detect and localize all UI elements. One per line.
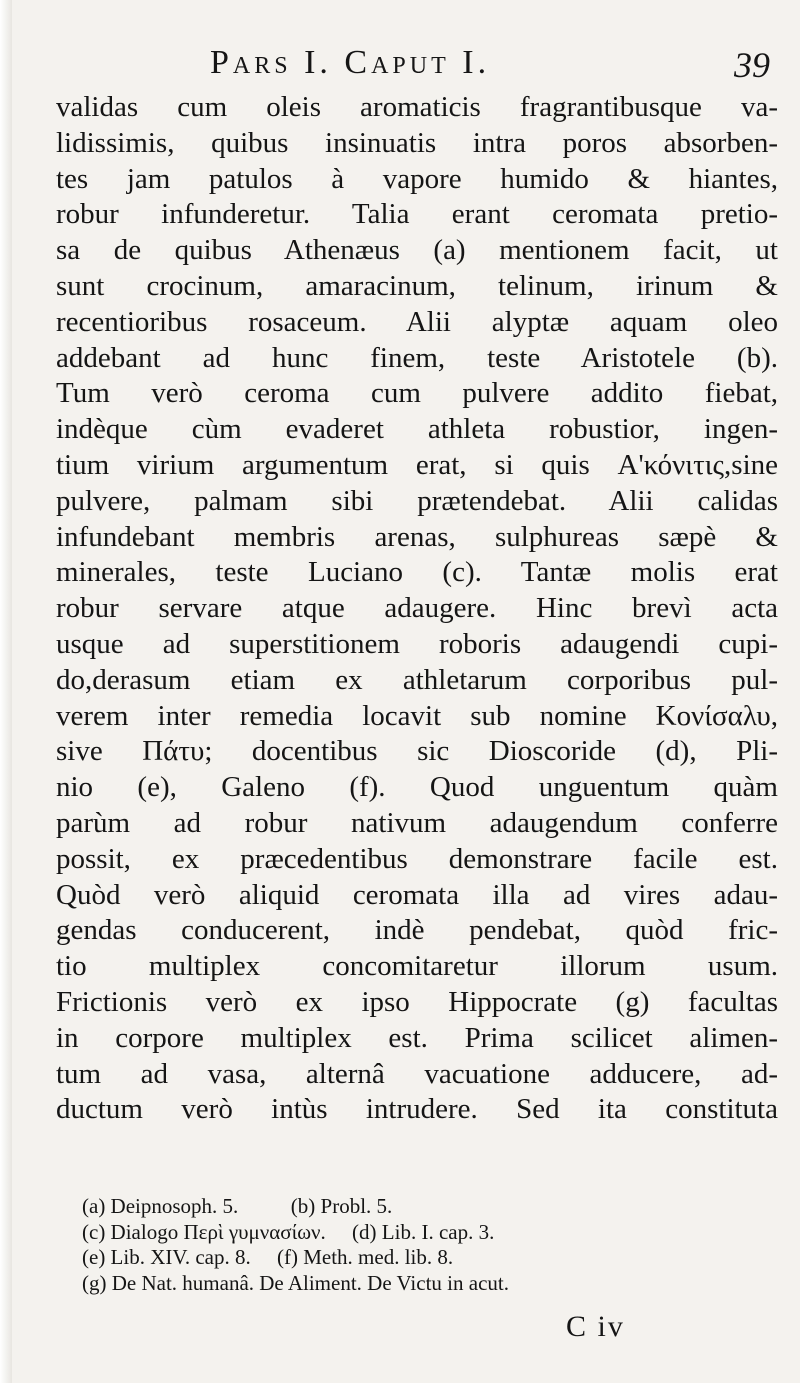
text-line: tium virium argumentum erat, si quis Α'κόνιτις,sine bbox=[56, 448, 778, 481]
text-line: robur servare atque adaugere. Hinc brevì acta bbox=[56, 592, 778, 625]
text-line: robur infunderetur. Talia erant ceromata pretio- bbox=[56, 198, 778, 231]
text-line: lidissimis, quibus insinuatis intra poros absorben- bbox=[56, 126, 778, 159]
page-edge bbox=[0, 0, 12, 1383]
text-line: recentioribus rosaceum. Alii alyptæ aquam oleo bbox=[56, 305, 778, 338]
text-line: verem inter remedia locavit sub nomine Κονίσαλυ, bbox=[56, 699, 778, 732]
text-line: in corpore multiplex est. Prima scilicet alimen- bbox=[56, 1021, 778, 1054]
footnote: (c) Dialogo Περὶ γυμνασίων. (d) Lib. I. cap. 3. bbox=[82, 1219, 495, 1244]
text-line: sive Πάτυ; docentibus sic Dioscoride (d), Pli- bbox=[56, 735, 778, 768]
text-line: ductum verò intùs intrudere. Sed ita constituta bbox=[56, 1093, 778, 1126]
text-line: addebant ad hunc finem, teste Aristotele (b). bbox=[56, 341, 778, 374]
text-line: Tum verò ceroma cum pulvere addito fiebat, bbox=[56, 377, 778, 410]
text-line: tes jam patulos à vapore humido & hiantes, bbox=[56, 162, 778, 195]
page-header bbox=[60, 40, 770, 90]
text-line: sunt crocinum, amaracinum, telinum, irinum & bbox=[56, 269, 778, 302]
text-line: validas cum oleis aromaticis fragrantibusque va- bbox=[56, 91, 778, 123]
text-line: indèque cùm evaderet athleta robustior, ingen- bbox=[56, 413, 778, 446]
text-line: tum ad vasa, alternâ vacuatione adducere, ad- bbox=[56, 1057, 778, 1090]
body-text bbox=[56, 90, 778, 1128]
text-line: nio (e), Galeno (f). Quod unguentum quàm bbox=[56, 771, 778, 804]
text-line: gendas conducerent, indè pendebat, quòd fric- bbox=[56, 914, 778, 947]
text-line: pulvere, palmam sibi prætendebat. Alii calidas bbox=[56, 484, 778, 517]
text-line: Quòd verò aliquid ceromata illa ad vires adau- bbox=[56, 878, 778, 911]
text-line: usque ad superstitionem roboris adaugendi cupi- bbox=[56, 627, 778, 660]
text-line: sa de quibus Athenæus (a) mentionem facit, ut bbox=[56, 234, 778, 267]
text-line: parùm ad robur nativum adaugendum conferre bbox=[56, 806, 778, 839]
footnote: (g) De Nat. humanâ. De Aliment. De Victu in acut. bbox=[82, 1270, 509, 1295]
footnote: (a) Deipnosoph. 5. (b) Probl. 5. bbox=[82, 1194, 393, 1218]
text-line: possit, ex præcedentibus demonstrare facile est. bbox=[56, 842, 778, 875]
footnotes bbox=[82, 1194, 772, 1296]
text-line: infundebant membris arenas, sulphureas sæpè & bbox=[56, 520, 778, 553]
running-head: Pars I. Caput I. bbox=[210, 44, 491, 81]
text-line: minerales, teste Luciano (c). Tantæ molis erat bbox=[56, 556, 778, 589]
footnote: (e) Lib. XIV. cap. 8. (f) Meth. med. lib. 8. bbox=[82, 1245, 454, 1269]
page-number: 39 bbox=[734, 45, 770, 85]
text-line: tio multiplex concomitaretur illorum usum. bbox=[56, 950, 778, 983]
signature-mark: C iv bbox=[566, 1310, 625, 1343]
text-line: do,derasum etiam ex athletarum corporibus pul- bbox=[56, 663, 778, 696]
text-line: Frictionis verò ex ipso Hippocrate (g) facultas bbox=[56, 985, 778, 1018]
